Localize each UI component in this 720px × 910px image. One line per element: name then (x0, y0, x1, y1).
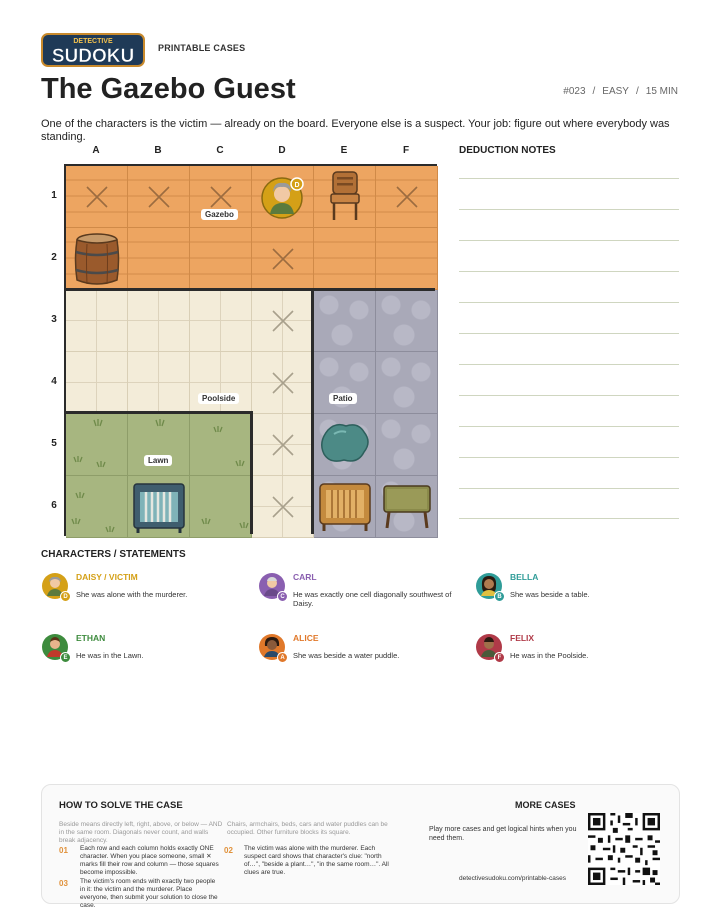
row-label: 4 (51, 376, 57, 387)
note-line[interactable] (459, 488, 679, 489)
row-labels (44, 165, 64, 537)
step-text: Each row and each column holds exactly ONE character. When you place someone, small ✕ marks fill their row and column — those squares become impossible. (80, 845, 219, 876)
room-wall (66, 288, 435, 291)
row-label: 3 (51, 314, 57, 325)
room-label-poolside: Poolside (198, 393, 239, 404)
note-line[interactable] (459, 426, 679, 427)
row-label: 5 (51, 438, 57, 449)
qr-code-icon[interactable] (588, 813, 660, 885)
note-line[interactable] (459, 178, 679, 179)
character-name: FELIX (510, 633, 535, 643)
note-line[interactable] (459, 364, 679, 365)
difficulty: EASY (602, 86, 629, 97)
how-to-solve-panel (41, 784, 680, 909)
step-number: 02 (224, 846, 233, 855)
more-cases-link[interactable]: detectivesudoku.com/printable-cases (459, 875, 566, 882)
detective-sudoku-logo (41, 33, 145, 67)
character-badge: F (494, 652, 505, 663)
puzzle-board (64, 164, 437, 536)
note-line[interactable] (459, 333, 679, 334)
room-label-patio: Patio (329, 393, 357, 404)
cell-d6[interactable] (252, 476, 314, 538)
character-badge: D (60, 591, 71, 602)
note-line[interactable] (459, 395, 679, 396)
step-number: 03 (59, 879, 68, 888)
cell-d5[interactable] (252, 414, 314, 476)
x-mark-icon (271, 247, 295, 271)
step-number: 01 (59, 846, 68, 855)
character-statement: She was beside a water puddle. (293, 651, 400, 660)
intro-text: One of the characters is the victim — already on the board. Everyone else is a suspect. Your job: figure out where everybody was standing. (41, 118, 670, 143)
x-mark-icon (147, 185, 171, 209)
column-label: E (340, 145, 348, 156)
table-icon (382, 484, 432, 530)
note-line[interactable] (459, 518, 679, 519)
logo-top-text: DETECTIVE (73, 38, 113, 45)
how-to-title: HOW TO SOLVE THE CASE (59, 800, 183, 811)
x-mark-icon (271, 433, 295, 457)
room-label-lawn: Lawn (144, 455, 172, 466)
cell-d3[interactable] (252, 290, 314, 352)
more-cases-text: Play more cases and get logical hints when you need them. (429, 826, 577, 842)
x-mark-icon (271, 371, 295, 395)
character-statement: She was beside a table. (510, 590, 590, 599)
character-name: BELLA (510, 572, 539, 582)
cell-a4[interactable] (66, 352, 128, 414)
victim-badge-letter: D (294, 182, 300, 189)
cell-f4[interactable] (376, 352, 438, 414)
cell-c3[interactable] (190, 290, 252, 352)
room-label-gazebo: Gazebo (201, 209, 238, 220)
column-label: C (216, 145, 224, 156)
character-name: CARL (293, 572, 317, 582)
character-statement: He was in the Lawn. (76, 651, 144, 660)
beside-rule-note: Beside means directly left, right, above, or below — AND in the same room. Diagonals never count, and walls break adjacency. (59, 821, 223, 844)
character-badge: C (277, 591, 288, 602)
cell-e4[interactable] (314, 352, 376, 414)
meta-separator: / (592, 86, 596, 97)
character-name: DAISY / VICTIM (76, 572, 138, 582)
more-cases-title: MORE CASES (515, 800, 576, 810)
bench-icon (132, 482, 186, 534)
note-line[interactable] (459, 302, 679, 303)
section-label: PRINTABLE CASES (158, 43, 246, 53)
cell-b3[interactable] (128, 290, 190, 352)
victim-daisy-token[interactable] (260, 174, 308, 222)
cell-e2[interactable] (314, 228, 376, 290)
case-meta (563, 86, 678, 97)
meta-separator: / (635, 86, 639, 97)
character-name: ETHAN (76, 633, 106, 643)
cell-b1[interactable] (128, 166, 190, 228)
armchair-icon (318, 482, 372, 532)
cell-a3[interactable] (66, 290, 128, 352)
row-label: 2 (51, 252, 57, 263)
character-badge: A (277, 652, 288, 663)
logo-main-text: SUDOKU (51, 46, 135, 67)
cell-c2[interactable] (190, 228, 252, 290)
column-labels (65, 145, 437, 156)
cell-d4[interactable] (252, 352, 314, 414)
water-puddle-icon (318, 420, 372, 466)
chair-icon (328, 170, 362, 222)
deduction-notes-title: DEDUCTION NOTES (459, 145, 556, 156)
cell-b2[interactable] (128, 228, 190, 290)
cell-e3[interactable] (314, 290, 376, 352)
character-statement: He was exactly one cell diagonally southwest of Daisy. (293, 590, 452, 608)
cell-f3[interactable] (376, 290, 438, 352)
step-text: The victim was alone with the murderer. Each suspect card shows that character's clue: "north of…", "beside a plant…", "in the same room…". All clues are true. (244, 845, 389, 876)
note-line[interactable] (459, 209, 679, 210)
row-label: 6 (51, 500, 57, 511)
characters-title: CHARACTERS / STATEMENTS (41, 549, 186, 560)
occupancy-rule-note: Chairs, armchairs, beds, cars and water puddles can be occupied. Other furniture blocks its square. (227, 821, 388, 836)
note-line[interactable] (459, 240, 679, 241)
cell-f1[interactable] (376, 166, 438, 228)
case-number: #023 (563, 86, 586, 97)
duration: 15 MIN (645, 86, 678, 97)
cell-b4[interactable] (128, 352, 190, 414)
cell-f2[interactable] (376, 228, 438, 290)
cell-d2[interactable] (252, 228, 314, 290)
page-title: The Gazebo Guest (41, 73, 296, 105)
column-label: F (402, 145, 410, 156)
row-label: 1 (51, 190, 57, 201)
column-label: D (278, 145, 286, 156)
character-name: ALICE (293, 633, 319, 643)
note-line[interactable] (459, 271, 679, 272)
x-mark-icon (271, 495, 295, 519)
character-statement: She was alone with the murderer. (76, 590, 188, 599)
x-mark-icon (85, 185, 109, 209)
character-statement: He was in the Poolside. (510, 651, 589, 660)
barrel-icon (74, 232, 120, 288)
cell-f5[interactable] (376, 414, 438, 476)
x-mark-icon (395, 185, 419, 209)
column-label: B (154, 145, 162, 156)
x-mark-icon (271, 309, 295, 333)
room-wall (311, 288, 314, 534)
character-badge: B (494, 591, 505, 602)
step-text: The victim's room ends with exactly two people in it: the victim and the murderer. Place everyone, then submit your solution to close the case. (80, 878, 218, 909)
cell-a1[interactable] (66, 166, 128, 228)
x-mark-icon (209, 185, 233, 209)
column-label: A (92, 145, 100, 156)
character-badge: E (60, 652, 71, 663)
note-line[interactable] (459, 457, 679, 458)
cell-c4[interactable] (190, 352, 252, 414)
